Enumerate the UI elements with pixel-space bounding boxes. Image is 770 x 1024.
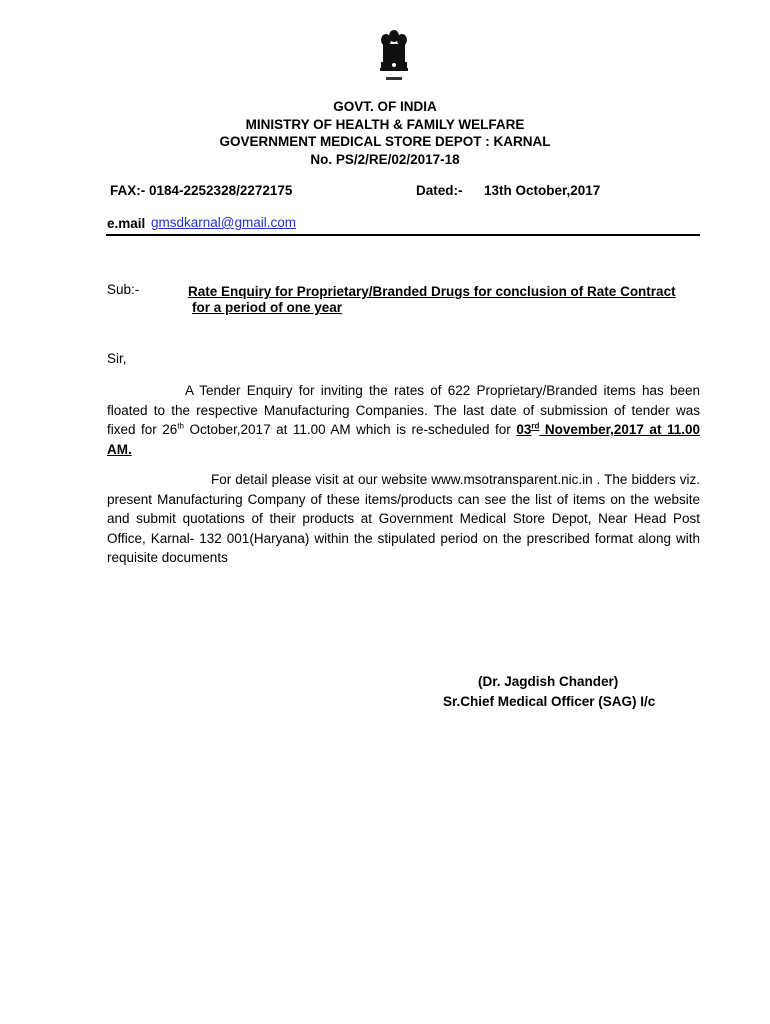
subject-label: Sub:- [107,282,140,297]
subject-line-2: for a period of one year [192,300,343,315]
header-divider [106,234,700,236]
paragraph1-sup-rd: rd [531,421,540,431]
email-label: e.mail [107,216,146,231]
paragraph2-text: For detail please visit at our website www.msotransparent.nic.in . The bidders viz. present Manufacturing Company of these items/products can see the list of items on the website and submit quotations of their products at Government Medical Store Depot, Near Head Post Office, Karnal- 132 001(Haryana) within the stipulated period on the prescribed format along with requisite documents [107,472,700,566]
email-link[interactable]: gmsdkarnal@gmail.com [151,215,296,230]
signatory-designation: Sr.Chief Medical Officer (SAG) I/c [443,694,656,709]
header-depot: GOVERNMENT MEDICAL STORE DEPOT : KARNAL [219,134,551,149]
rescheduled-date-day: 03 [516,422,532,438]
paragraph1-text: A Tender Enquiry for inviting the rates of 622 Proprietary/Branded items has been floated to the respective Manufacturing Companies. The last date of submission of tender was fixed for 26 [107,383,700,438]
subject-line-1: Rate Enquiry for Proprietary/Branded Drugs for conclusion of Rate Contract [188,284,676,299]
dated-label: Dated:- [416,183,463,198]
header-govt: GOVT. OF INDIA [333,99,437,114]
paragraph1-text-2: October,2017 at 11.00 AM which is re-scheduled for [184,422,517,438]
fax-number: FAX:- 0184-2252328/2272175 [110,183,293,198]
reference-number: No. PS/2/RE/02/2017-18 [310,152,460,167]
paragraph1-sup-th: th [177,421,184,431]
header-ministry: MINISTRY OF HEALTH & FAMILY WELFARE [245,117,525,132]
state-emblem-icon [376,28,412,84]
paragraph-tender-enquiry [107,381,700,459]
salutation: Sir, [107,351,127,366]
signatory-name: (Dr. Jagdish Chander) [478,674,619,689]
paragraph-website-detail [107,470,700,568]
rescheduled-date-rest: November,2017 at 11.00 AM. [107,422,700,457]
dated-value: 13th October,2017 [484,183,601,198]
